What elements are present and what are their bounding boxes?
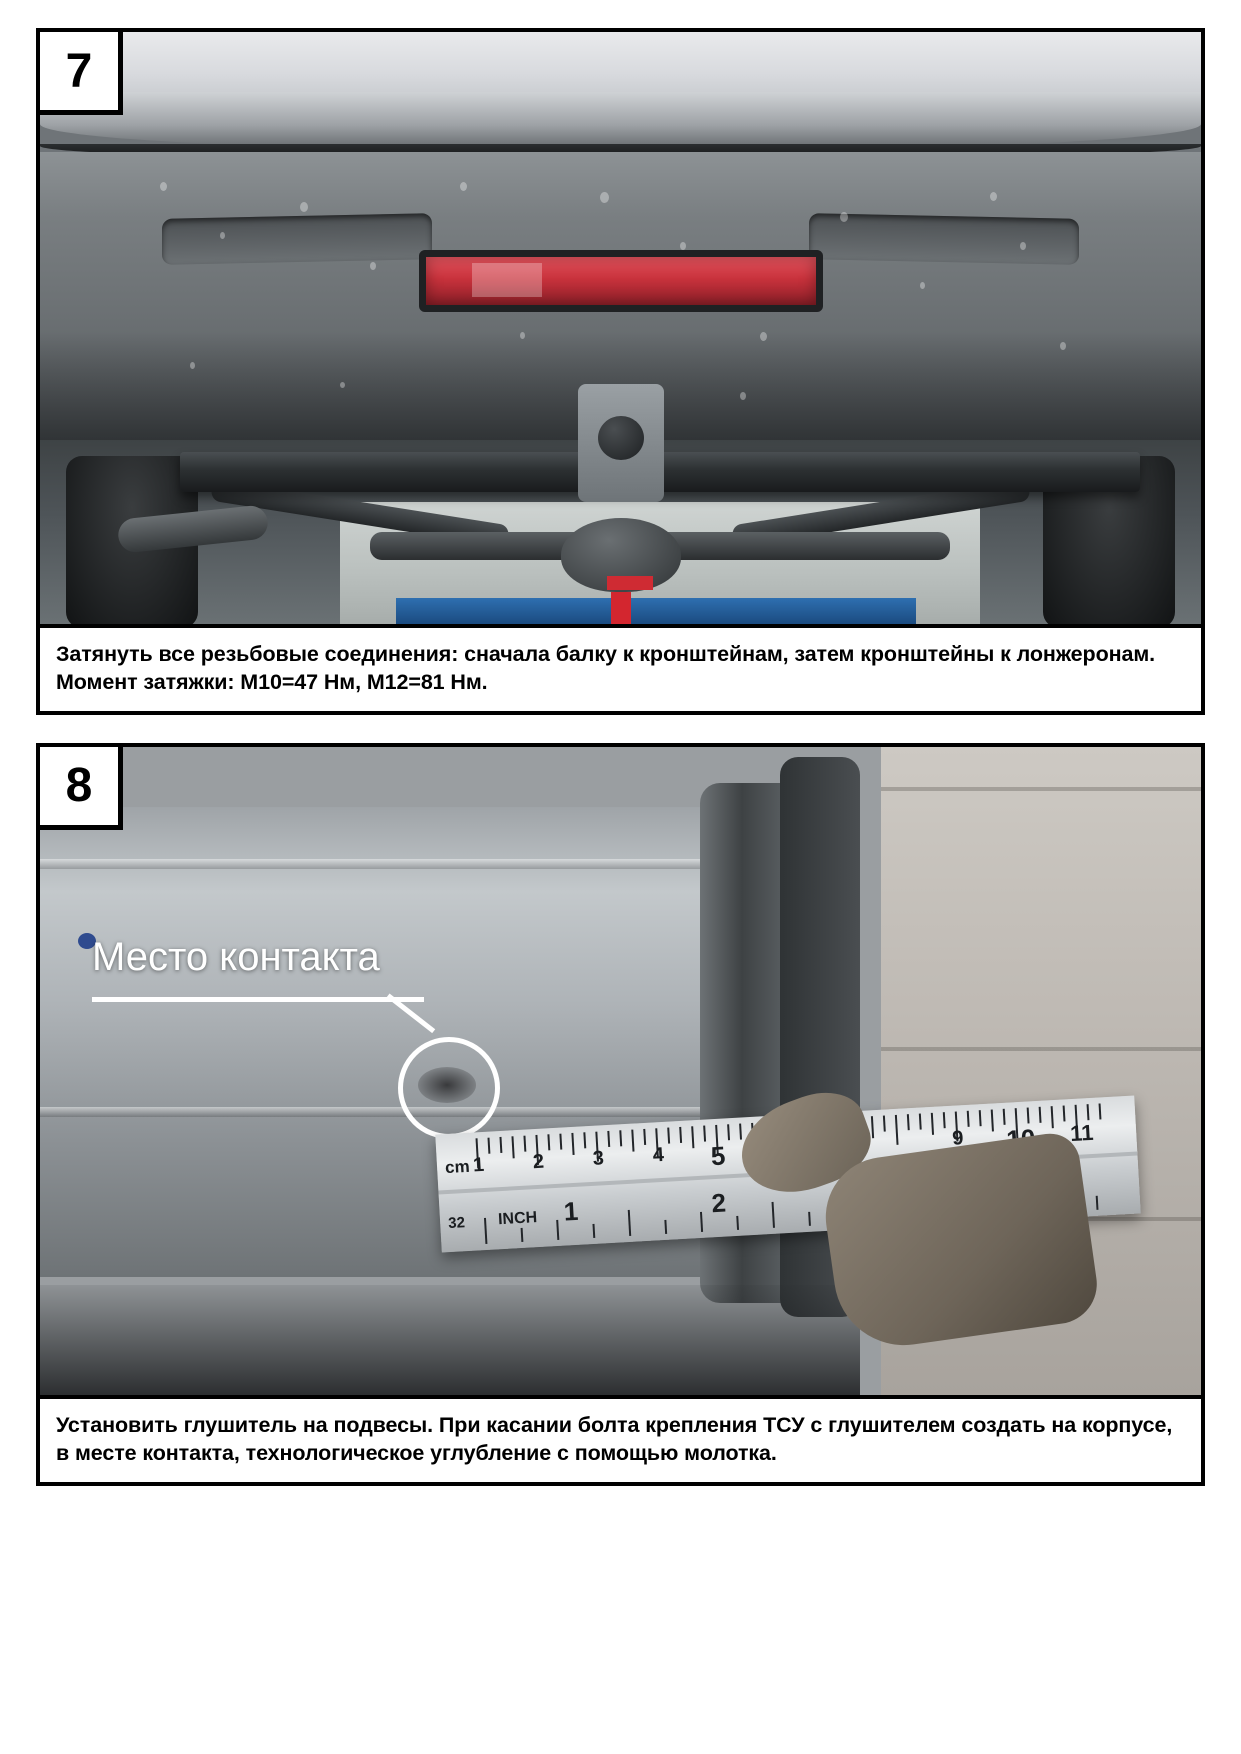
lift-platform	[396, 598, 916, 624]
callout-leader-line	[92, 997, 424, 1002]
step-card-7	[36, 28, 1205, 715]
towball-mount	[578, 384, 664, 502]
floor-marking-vertical	[611, 592, 631, 628]
ruler-inch-1: 1	[562, 1195, 580, 1227]
step-number-badge-8: 8	[40, 747, 123, 830]
step-caption-8: Установить глушитель на подвесы. При касании болта крепления ТСУ с глушителем создать на корпусе, в месте контакта, технологическое углубление с помощью молотка.	[56, 1412, 1173, 1466]
ruler-cm-5: 5	[710, 1140, 727, 1172]
ruler-fraction-32: 32	[447, 1213, 466, 1232]
step-caption-7: Затянуть все резьбовые соединения: сначала балку к кронштейнам, затем кронштейны к лонжеронам. Момент затяжки: M10=47 Нм, M12=81 Нм.	[56, 642, 1156, 695]
step-photo-7	[40, 32, 1201, 628]
ruler-cm-11: 11	[1069, 1119, 1095, 1146]
step-photo-8	[40, 747, 1201, 1399]
ruler-cm-3: 3	[592, 1147, 605, 1170]
work-glove	[818, 1130, 1102, 1354]
lower-shadow	[40, 1285, 860, 1395]
rear-reflector	[419, 250, 823, 312]
ruler-cm-9: 9	[951, 1126, 965, 1150]
bumper-recess-right	[809, 213, 1079, 265]
contact-highlight-circle	[398, 1037, 500, 1139]
step-number-badge-7: 7	[40, 32, 123, 115]
ruler-inch-2: 2	[710, 1187, 727, 1219]
bumper-recess-left	[162, 213, 432, 265]
contact-label: Место контакта	[92, 934, 380, 979]
ruler-unit-inch: INCH	[497, 1208, 538, 1228]
floor-marking-horizontal	[607, 576, 653, 590]
ruler-cm-4: 4	[652, 1143, 665, 1167]
ruler-cm-1: 1	[472, 1153, 485, 1177]
ruler-unit-cm: cm	[444, 1156, 471, 1177]
ruler-cm-2: 2	[532, 1150, 545, 1173]
car-body-edge	[40, 92, 1201, 152]
step-card-8	[36, 743, 1205, 1486]
